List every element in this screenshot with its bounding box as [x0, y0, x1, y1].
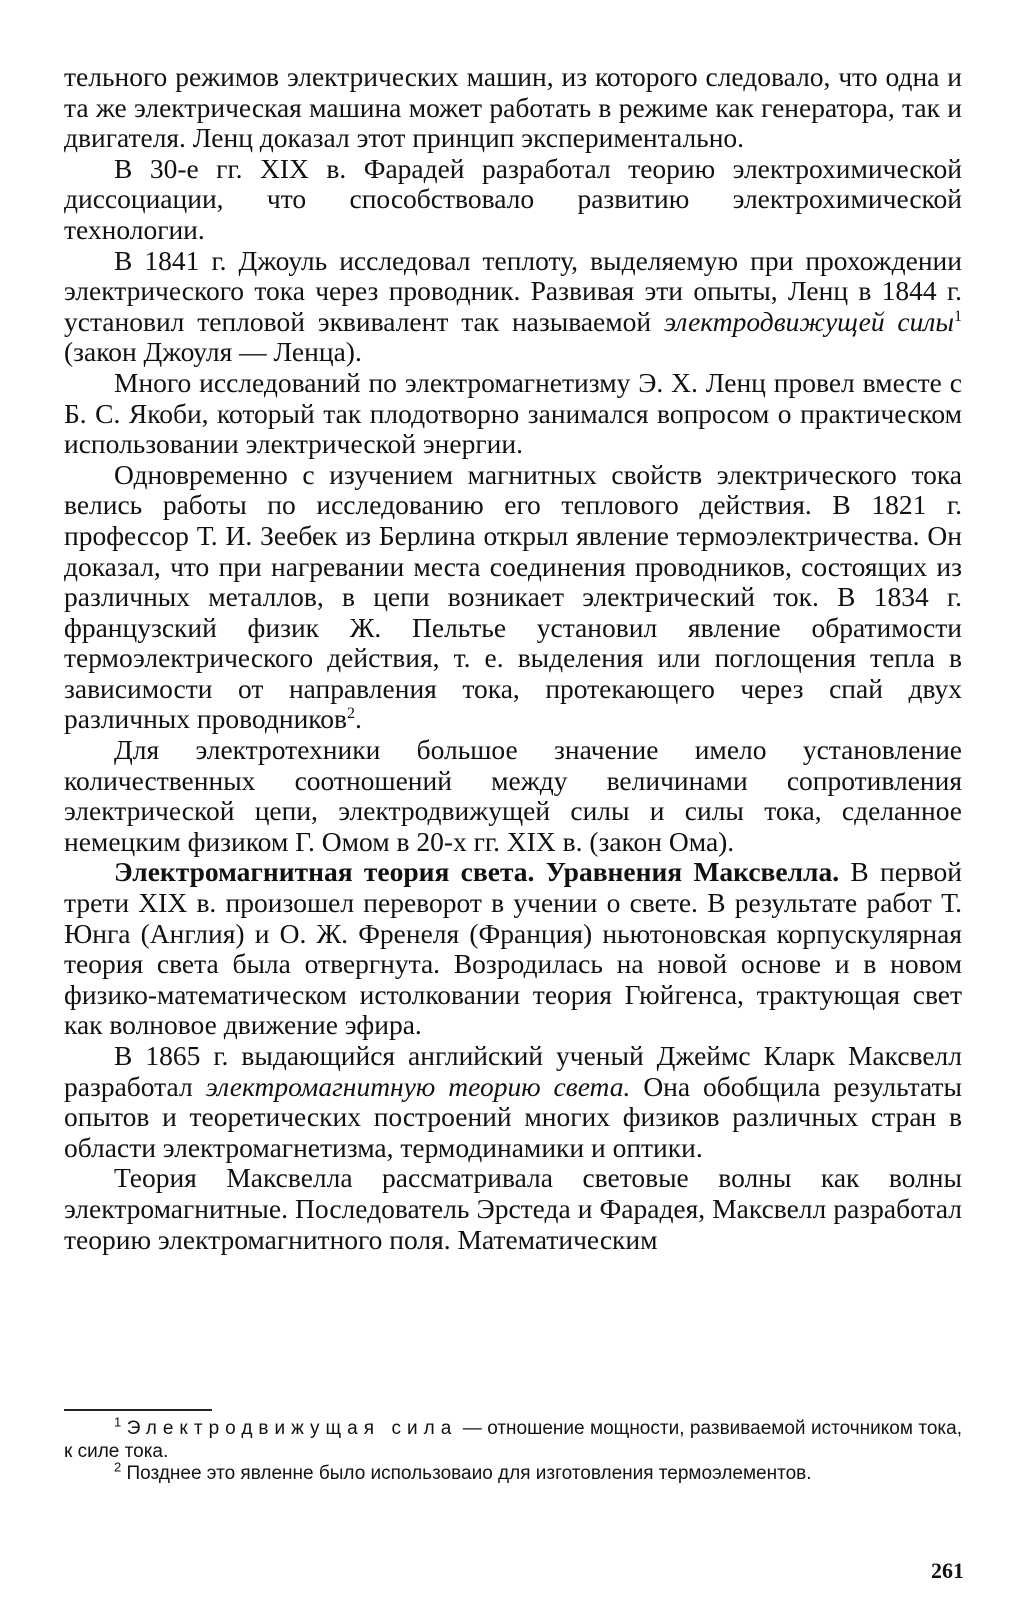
page-body — [64, 62, 962, 1255]
footnotes — [64, 1414, 962, 1486]
paragraph-3-text-b: (закон Джоуля — Ленца). — [64, 336, 362, 368]
paragraph-3 — [64, 246, 962, 368]
paragraph-7-text: В первой трети XIX в. произошел переворот в учении о свете. В результате работ Т. Юнга (Англия) и О. Ж. Френеля (Франция) ньютоновская корпускулярная теория света была отвергнута. Возродилась на новой основе и в новом физико-математическом истолковании теория Гюйгенса, трактующая свет как волновое движение эфира. — [64, 856, 962, 1041]
footnote-ref-1: 1 — [953, 307, 962, 325]
footnote-1-mark: 1 — [114, 1414, 122, 1430]
footnote-1 — [64, 1414, 962, 1463]
footnote-2 — [64, 1459, 962, 1486]
footnote-divider — [64, 1409, 212, 1411]
footnote-1-text: — отношение мощности, развиваемой источником тока, к силе тока. — [64, 1418, 962, 1462]
paragraph-7 — [64, 857, 962, 1041]
paragraph-8-italic-term: электромагнитную теорию света. — [205, 1070, 631, 1102]
paragraph-1: тельного режимов электрических машин, из которого следовало, что одна и та же электрическая машина может работать в режиме как генератора, так и двигателя. Ленц доказал этот принцип экспериментально. — [64, 61, 962, 154]
paragraph-6: Для электротехники большое значение имело установление количественных соотношений между величинами сопротивления электрической цепи, электродвижущей силы и силы тока, сделанное немецким физиком Г. Омом в 20-х гг. XIX в. (закон Ома). — [64, 734, 962, 857]
footnote-2-mark: 2 — [114, 1459, 122, 1475]
paragraph-8-text-a: В 1865 г. выдающийся английский ученый Джеймс Кларк Максвелл разработал — [64, 1040, 962, 1102]
paragraph-5-text-a: Одновременно с изучением магнитных свойств электрического тока велись работы по исследованию его теплового действия. В 1821 г. профессор Т. И. Зеебек из Берлина открыл явление термоэлектричества. Он доказал, что при нагревании места соединения проводников, состоящих из различных металлов, в цепи возникает электрический ток. В 1834 г. французский физик Ж. Пельтье установил явление обратимости термоэлектрического действия, т. е. выделения или поглощения тепла в зависимости от направления тока, протекающего через спай двух различных проводников — [64, 458, 962, 735]
paragraph-3-text-a: В 1841 г. Джоуль исследовал теплоту, выделяемую при прохождении электрического тока через проводник. Развивая эти опыты, Ленц в 1844 г. установил тепловой эквивалент так называемой — [64, 244, 962, 337]
paragraph-3-italic-term: электродвижущей силы — [663, 305, 954, 337]
paragraph-9: Теория Максвелла рассматривала световые волны как волны электромагнитные. Последователь Эрстеда и Фарадея, Максвелл разработал теорию электромагнитного поля. Математическим — [64, 1162, 962, 1255]
paragraph-5-text-b: . — [355, 703, 362, 735]
paragraph-8 — [64, 1041, 962, 1163]
paragraph-5 — [64, 460, 962, 735]
footnote-ref-2: 2 — [347, 705, 356, 723]
page-number: 261 — [931, 1558, 964, 1583]
paragraph-2: В 30-е гг. XIX в. Фарадей разработал теорию электрохимической диссоциации, что способствовало развитию электрохимической технологии. — [64, 152, 962, 245]
footnote-2-text: Позднее это явленне было использоваио для изготовления термоэлементов. — [121, 1463, 812, 1484]
paragraph-4: Много исследований по электромагнетизму Э. Х. Ленц провел вместе с Б. С. Якоби, который так плодотворно занимался вопросом о практическом использовании электрической энергии. — [64, 366, 962, 460]
footnote-1-term: Электродвижущая сила — [126, 1418, 458, 1439]
paragraph-8-text-b: Она обобщила результаты опытов и теоретических построений многих физиков различных стран в области электромагнетизма, термодинамики и оптики. — [64, 1070, 962, 1163]
section-heading: Электромагнитная теория света. Уравнения Максвелла. — [114, 856, 840, 888]
